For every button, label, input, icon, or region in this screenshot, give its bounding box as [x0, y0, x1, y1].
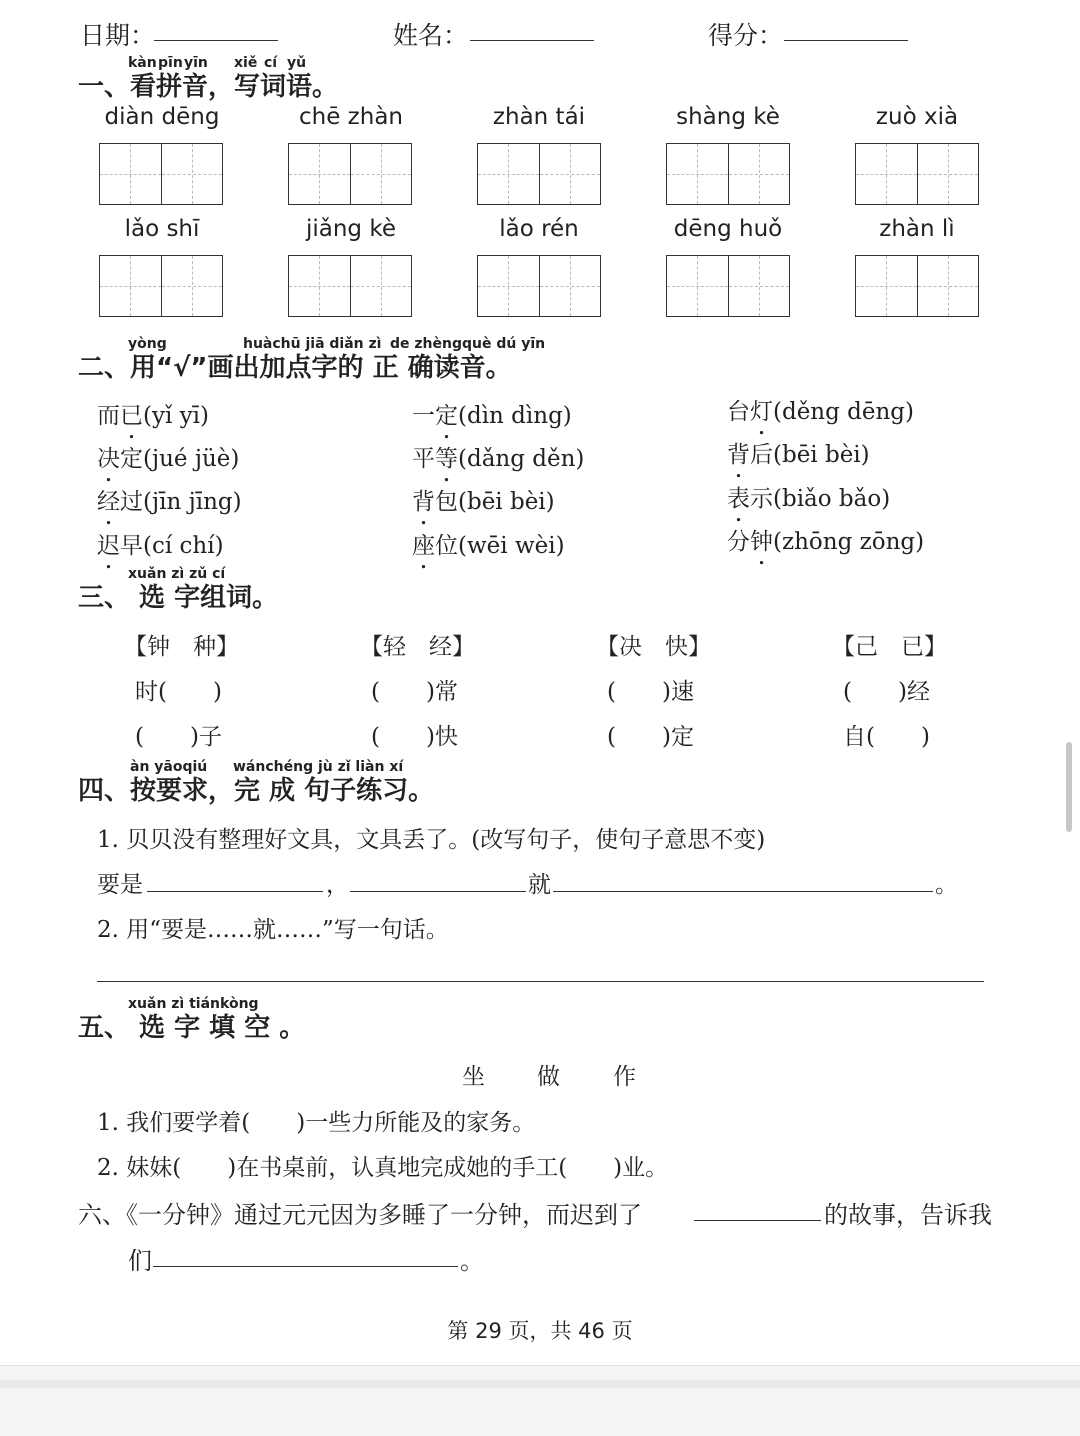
page-gap	[0, 1365, 1080, 1436]
answer-line[interactable]	[97, 981, 984, 982]
s4-pinyin-wancheng: wánchéng jù zǐ liàn xí	[233, 759, 404, 775]
writing-grid[interactable]	[288, 143, 412, 205]
writing-grid[interactable]	[855, 143, 979, 205]
writing-grid[interactable]	[477, 143, 601, 205]
s4-pinyin-anyaoqiu: àn yāoqiú	[130, 759, 208, 775]
scrollbar-thumb[interactable]	[1066, 742, 1072, 832]
reading-item[interactable]: 台灯(děng dēng)	[727, 399, 914, 425]
writing-grid[interactable]	[477, 255, 601, 317]
writing-grid[interactable]	[288, 255, 412, 317]
name-label: 姓名：	[393, 21, 469, 50]
reading-item[interactable]: 背后(bēi bèi)	[727, 442, 870, 468]
name-blank[interactable]	[470, 40, 594, 41]
reading-item[interactable]: 而已(yǐ yī)	[97, 403, 209, 429]
word-blank[interactable]: ( )快	[371, 724, 458, 750]
char-choice-head: 【决 快】	[596, 634, 711, 660]
word-blank[interactable]: ( )经	[843, 679, 930, 705]
word-blank[interactable]: ( )子	[135, 724, 222, 750]
date-blank[interactable]	[154, 40, 278, 41]
reading-item[interactable]: 平等(dǎng děn)	[412, 446, 585, 472]
question-5-1[interactable]: 1. 我们要学着( )一些力所能及的家务。	[97, 1110, 536, 1136]
s5-pinyin: xuǎn zì tiánkòng	[128, 996, 259, 1012]
writing-grid[interactable]	[99, 143, 223, 205]
s1-pinyin-kan: kàn	[128, 55, 157, 71]
word-blank[interactable]: 时( )	[135, 679, 222, 705]
s2-pinyin-huachu: huàchū jiā diǎn zì	[243, 336, 382, 352]
score-label: 得分：	[708, 21, 784, 50]
answer-line[interactable]	[350, 891, 526, 892]
reading-item[interactable]: 背包(bēi bèi)	[412, 489, 555, 515]
section-6-text-part3: 们	[128, 1247, 152, 1275]
word-blank[interactable]: ( )定	[607, 724, 694, 750]
pinyin-word: zhàn tái	[492, 104, 586, 130]
reading-item[interactable]: 决定(jué jüè)	[97, 446, 240, 472]
pinyin-word: zhàn lì	[879, 216, 955, 242]
s1-pinyin-ci: cí	[264, 55, 278, 71]
comma: ，	[326, 872, 349, 898]
pinyin-word: lǎo rén	[499, 216, 579, 242]
section-4-title: 四、按要求，完 成 句子练习。	[78, 776, 435, 806]
s1-pinyin-pin: pīn	[158, 55, 183, 71]
jiu-label: 就	[528, 872, 551, 898]
pinyin-word: shàng kè	[676, 104, 780, 130]
pinyin-word: diàn dēng	[104, 104, 220, 130]
s2-pinyin-zhengque: de zhèngquè dú yīn	[390, 336, 546, 352]
s2-pinyin-yong: yòng	[128, 336, 167, 352]
reading-item[interactable]: 经过(jīn jīng)	[97, 489, 242, 515]
s1-pinyin-xie: xiě	[234, 55, 258, 71]
period: 。	[460, 1247, 484, 1275]
date-label: 日期：	[80, 21, 156, 50]
s1-pinyin-yu: yǔ	[287, 55, 307, 71]
question-4-1: 1. 贝贝没有整理好文具，文具丢了。(改写句子，使句子意思不变)	[97, 827, 766, 853]
reading-item[interactable]: 表示(biǎo bǎo)	[727, 486, 891, 512]
answer-line[interactable]	[147, 891, 323, 892]
char-choice-head: 【己 已】	[832, 634, 947, 660]
writing-grid[interactable]	[666, 143, 790, 205]
page-number: 第 29 页，共 46 页	[447, 1319, 633, 1343]
pinyin-word: dēng huǒ	[673, 216, 783, 242]
word-blank[interactable]: ( )常	[371, 679, 458, 705]
question-5-2[interactable]: 2. 妹妹( )在书桌前，认真地完成她的手工( )业。	[97, 1155, 669, 1181]
char-choice-head: 【轻 经】	[360, 634, 475, 660]
writing-grid[interactable]	[666, 255, 790, 317]
char-option: 作	[613, 1064, 636, 1090]
s3-pinyin: xuǎn zì zǔ cí	[128, 566, 226, 582]
char-choice-head: 【钟 种】	[124, 634, 239, 660]
score-blank[interactable]	[784, 40, 908, 41]
word-blank[interactable]: 自( )	[843, 724, 930, 750]
section-5-title: 五、 选 字 填 空 。	[78, 1013, 306, 1043]
writing-grid[interactable]	[99, 255, 223, 317]
reading-item[interactable]: 迟早(cí chí)	[97, 533, 224, 559]
writing-grid[interactable]	[855, 255, 979, 317]
yaoshi-label: 要是	[97, 872, 143, 898]
word-blank[interactable]: ( )速	[607, 679, 694, 705]
reading-item[interactable]: 一定(dìn dìng)	[412, 403, 572, 429]
char-option: 坐	[462, 1064, 485, 1090]
section-1-title: 一、看拼音，写词语。	[78, 72, 339, 102]
char-option: 做	[537, 1064, 560, 1090]
answer-line[interactable]	[553, 891, 933, 892]
pinyin-word: jiǎng kè	[305, 216, 396, 242]
s1-pinyin-yin: yīn	[184, 55, 208, 71]
reading-item[interactable]: 座位(wēi wèi)	[412, 533, 565, 559]
question-4-2: 2. 用“要是……就……”写一句话。	[97, 917, 449, 943]
section-3-title: 三、 选 字组词。	[78, 583, 279, 613]
answer-line[interactable]	[153, 1266, 458, 1267]
pinyin-word: chē zhàn	[298, 104, 403, 130]
section-2-title: 二、用“√”画出加点字的 正 确读音。	[78, 353, 512, 383]
pinyin-word: lǎo shī	[124, 216, 200, 242]
answer-line[interactable]	[694, 1220, 821, 1221]
reading-item[interactable]: 分钟(zhōng zōng)	[727, 529, 925, 555]
pinyin-word: zuò xià	[875, 104, 959, 130]
period: 。	[935, 872, 958, 898]
section-6-text-part2: 的故事，告诉我	[824, 1201, 992, 1229]
section-6-text-part1: 六、《一分钟》通过元元因为多睡了一分钟，而迟到了	[78, 1201, 642, 1229]
